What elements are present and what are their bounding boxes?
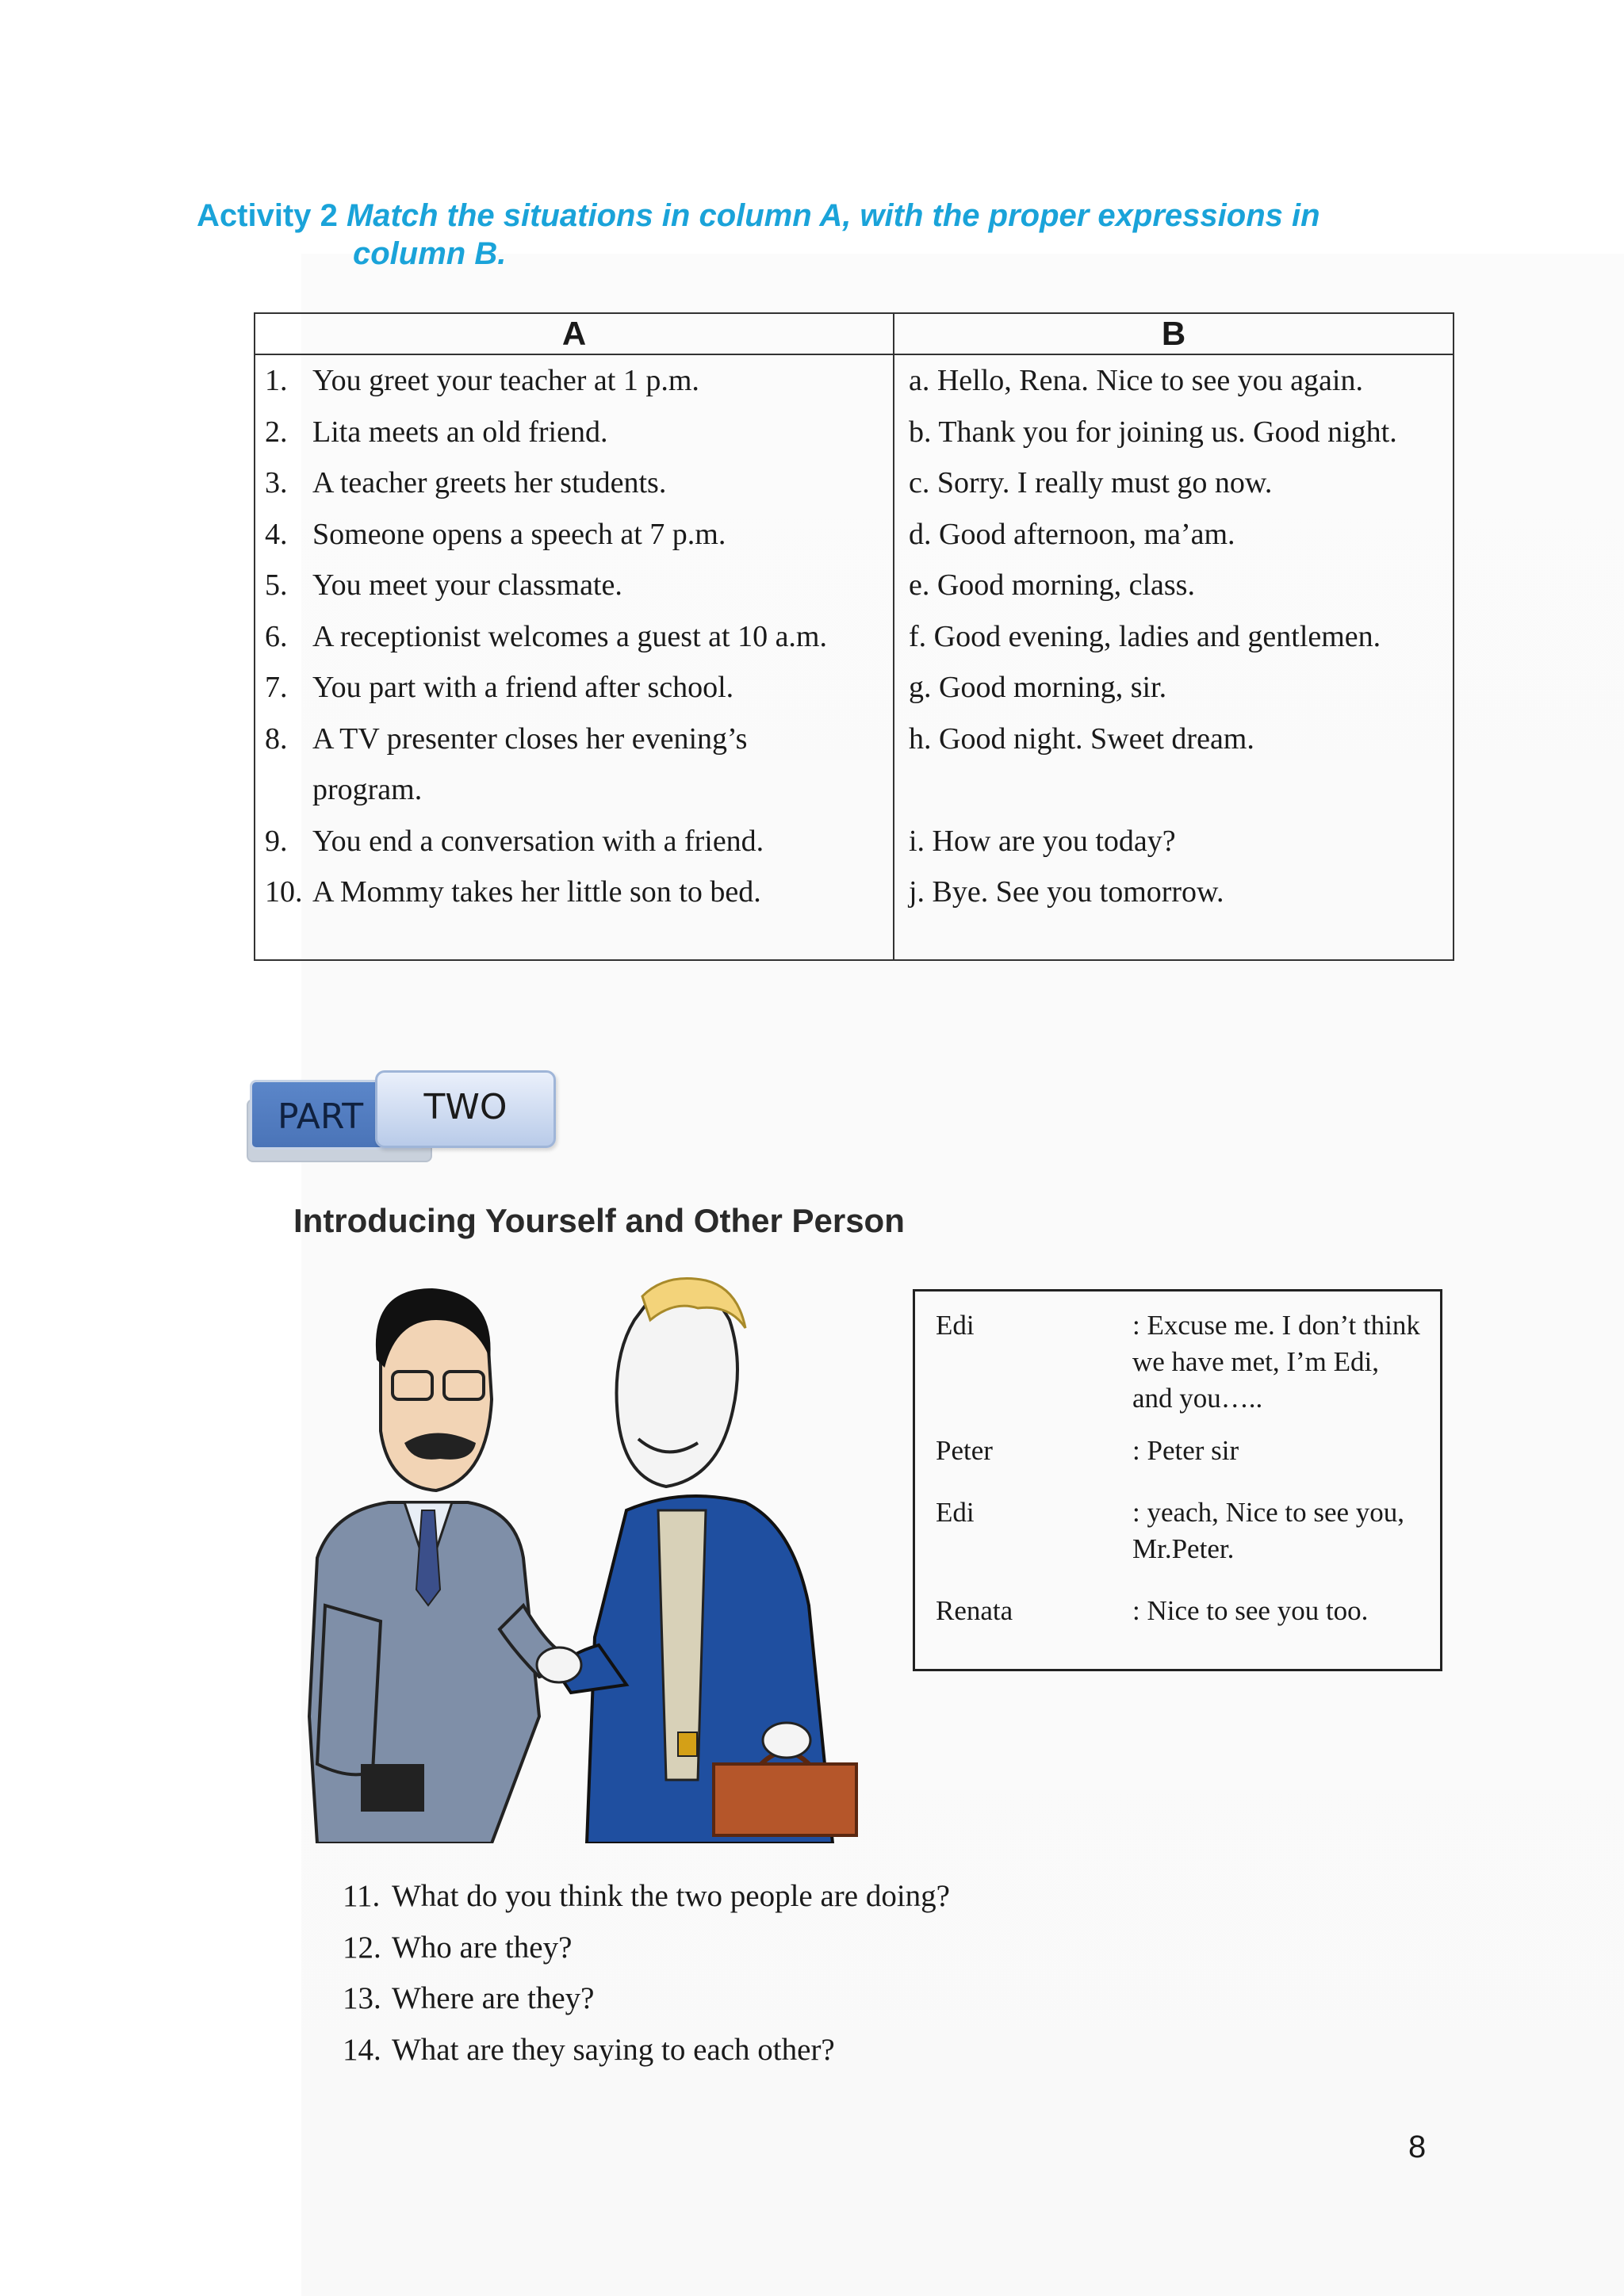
situation-item: 3. A teacher greets her students. (265, 466, 667, 499)
part-two-badge (242, 1070, 559, 1161)
expression-item: f. Good evening, ladies and gentlemen. (909, 619, 1381, 653)
section-title: Introducing Yourself and Other Person (293, 1202, 905, 1239)
question-item: 13. Where are they? (343, 1981, 595, 2015)
expression-item: c. Sorry. I really must go now. (909, 466, 1273, 499)
dialog-box (913, 1289, 1442, 1671)
question-item: 14. What are they saying to each other? (343, 2032, 835, 2067)
activity-heading (197, 197, 1465, 273)
matching-table (254, 312, 1454, 961)
column-a-cell (255, 354, 894, 960)
expression-item: d. Good afternoon, ma’am. (909, 517, 1235, 551)
expression-item: j. Bye. See you tomorrow. (909, 875, 1224, 909)
situation-item: 9. You end a conversation with a friend. (265, 824, 764, 858)
expression-item: e. Good morning, class. (909, 568, 1195, 602)
dialog-speaker: Renata (936, 1595, 1013, 1626)
dialog-text: : Excuse me. I don’t think we have met, I’m Edi, and you….. (1132, 1310, 1420, 1414)
situation-item-continuation: program. (312, 773, 423, 806)
businessman-left (309, 1288, 571, 1843)
handshake-illustration (285, 1272, 872, 1843)
question-item: 12. Who are they? (343, 1930, 573, 1965)
column-b-cell (894, 354, 1454, 960)
badge-part-label: PART (250, 1080, 424, 1150)
dialog-text: : yeach, Nice to see you, Mr.Peter. (1132, 1497, 1405, 1564)
man-right (537, 1279, 856, 1844)
expression-item: i. How are you today? (909, 824, 1176, 858)
situation-item: 6. A receptionist welcomes a guest at 10 a.m. (265, 619, 827, 653)
question-item: 11. What do you think the two people are doing? (343, 1879, 950, 1913)
badge-two-label: TWO (375, 1070, 556, 1148)
situation-item: 10. A Mommy takes her little son to bed. (265, 875, 761, 909)
situation-item: 1. You greet your teacher at 1 p.m. (265, 364, 699, 397)
dialog-text: : Nice to see you too. (1132, 1595, 1369, 1626)
column-a-header: A (255, 313, 894, 354)
dialog-speaker: Edi (936, 1310, 975, 1341)
dialog-speaker: Peter (936, 1435, 993, 1466)
activity-instruction-line2: column B. (353, 236, 507, 271)
situation-item: 8. A TV presenter closes her evening’s (265, 721, 748, 756)
expression-item: a. Hello, Rena. Nice to see you again. (909, 364, 1363, 397)
dialog-text: : Peter sir (1132, 1435, 1239, 1466)
activity-instruction-line1: Match the situations in column A, with the proper expressions in (346, 198, 1320, 233)
expression-item: g. Good morning, sir. (909, 671, 1167, 704)
page-number: 8 (1408, 2130, 1427, 2164)
expression-item: b. Thank you for joining us. Good night. (909, 415, 1397, 449)
expression-item: h. Good night. Sweet dream. (909, 721, 1254, 756)
activity-label: Activity 2 (197, 198, 338, 233)
situation-item: 4. Someone opens a speech at 7 p.m. (265, 517, 726, 551)
expression-item-blank (894, 764, 1453, 816)
situation-item: 5. You meet your classmate. (265, 568, 622, 602)
column-b-header: B (894, 313, 1454, 354)
situation-item: 7. You part with a friend after school. (265, 671, 734, 704)
dialog-speaker: Edi (936, 1497, 975, 1528)
situation-item: 2. Lita meets an old friend. (265, 415, 608, 449)
question-list (343, 1871, 950, 2076)
